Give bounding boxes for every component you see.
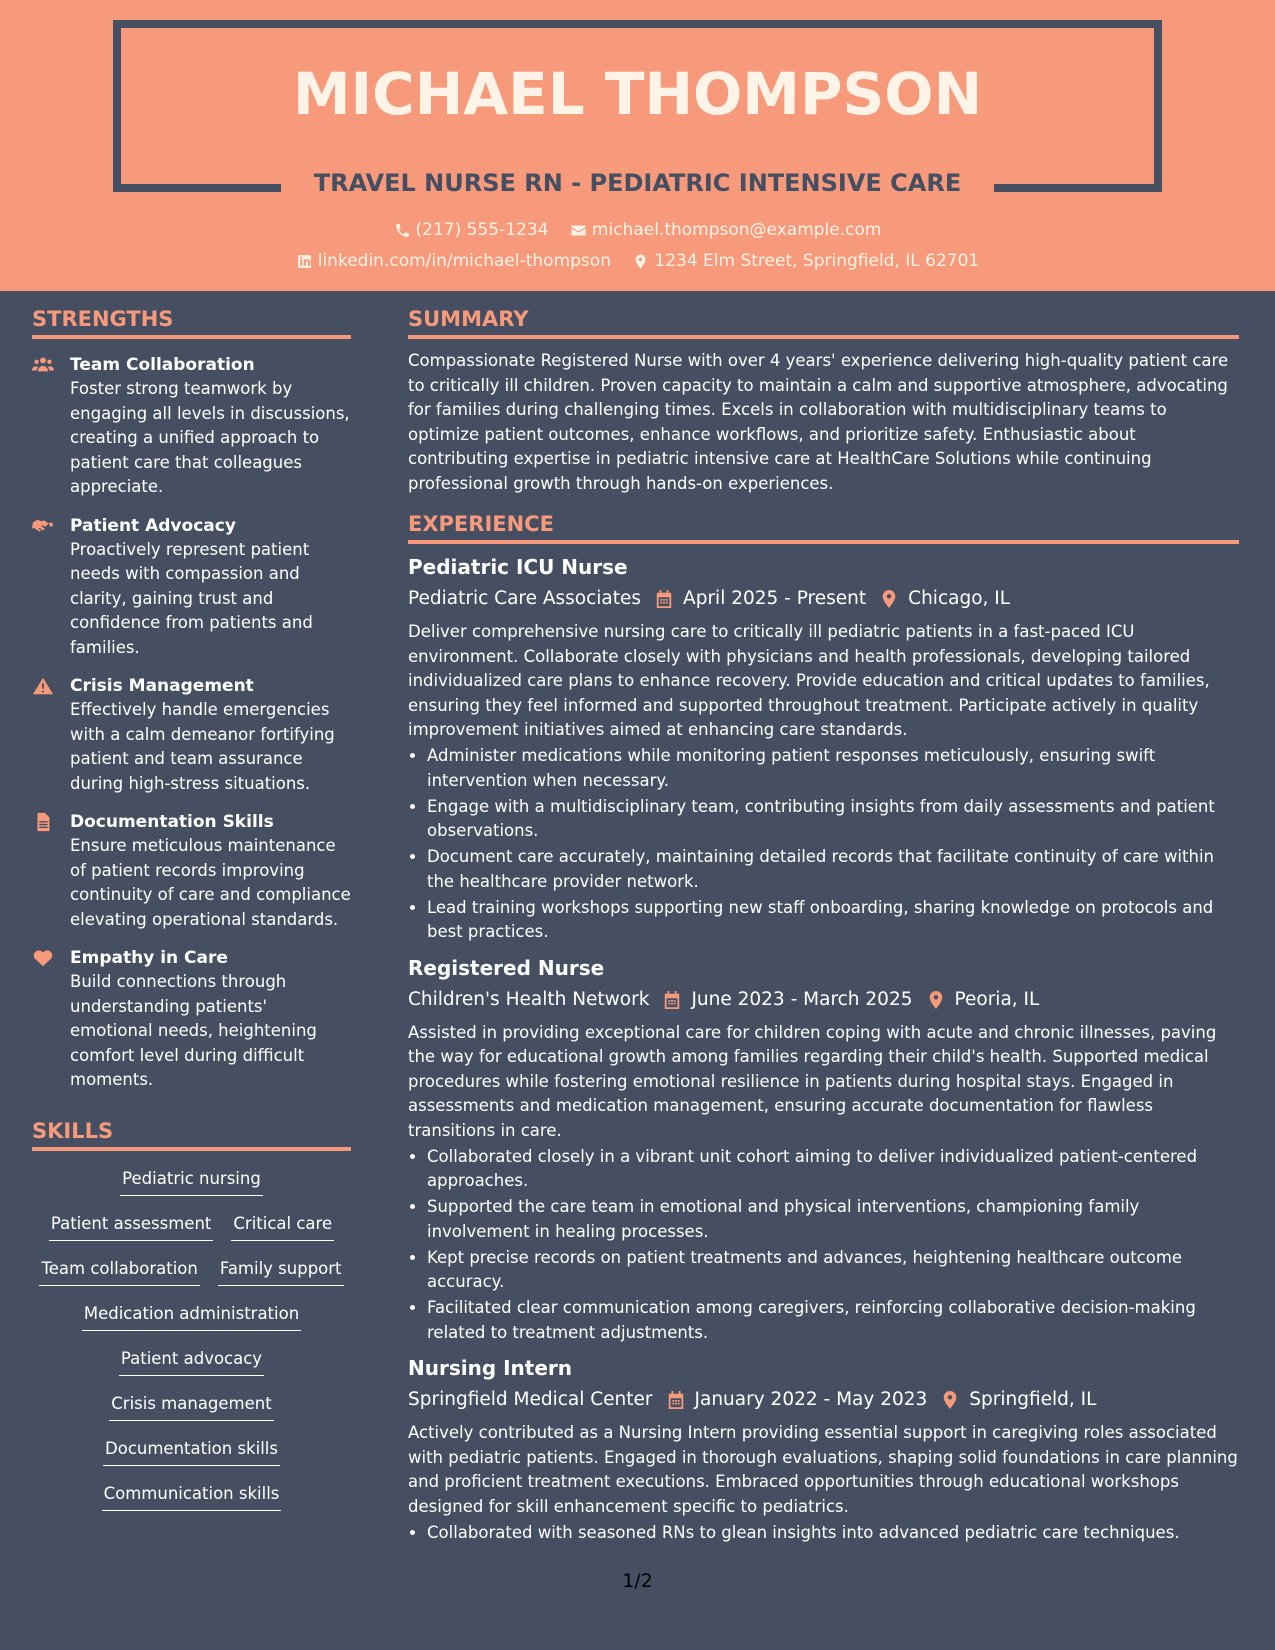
strength-title: Patient Advocacy bbox=[70, 515, 236, 536]
job-location: Peoria, IL bbox=[954, 988, 1040, 1010]
calendar-icon bbox=[655, 589, 673, 609]
strength-title: Team Collaboration bbox=[70, 355, 255, 375]
job-dates: January 2022 - May 2023 bbox=[694, 1389, 928, 1410]
strength-title: Crisis Management bbox=[70, 676, 254, 696]
phone-text: (217) 555-1234 bbox=[415, 220, 549, 240]
strength-desc: Ensure meticulous maintenance of patient records improving continuity of care and compliance elevating operational standards. bbox=[70, 836, 351, 929]
contact-row-2 bbox=[0, 251, 1275, 275]
strength-item bbox=[32, 353, 351, 500]
heart-icon bbox=[32, 948, 54, 968]
list-item: • Supported the care team in emotional and physical interventions, championing family involvement in healing processes. bbox=[427, 1195, 1239, 1244]
strength-desc: Build connections through understanding patients' emotional needs, heightening comfort level during difficult moments. bbox=[70, 972, 317, 1089]
job-company: Children's Health Network bbox=[408, 988, 650, 1010]
job-position: Nursing Intern bbox=[408, 1356, 573, 1380]
skill-tag: Family support bbox=[218, 1257, 344, 1286]
skill-tag: Team collaboration bbox=[39, 1257, 199, 1286]
job-title-heading: TRAVEL NURSE RN - PEDIATRIC INTENSIVE CARE bbox=[313, 169, 962, 197]
strength-item bbox=[32, 946, 351, 1093]
skill-tag: Crisis management bbox=[109, 1392, 273, 1421]
job-position: Pediatric ICU Nurse bbox=[408, 555, 628, 579]
job-bullets bbox=[427, 1145, 1239, 1346]
list-item: • Document care accurately, maintaining detailed records that facilitate continuity of care within the healthcare provider network. bbox=[427, 845, 1239, 894]
job-location: Springfield, IL bbox=[969, 1389, 1097, 1410]
job-meta bbox=[408, 1383, 1239, 1417]
job-dates: June 2023 - March 2025 bbox=[691, 988, 913, 1010]
job-company: Springfield Medical Center bbox=[408, 1389, 653, 1410]
calendar-icon bbox=[667, 1390, 685, 1410]
list-item: • Facilitated clear communication among caregivers, reinforcing collaborative decision-making related to treatment adjustments. bbox=[427, 1296, 1239, 1345]
email-contact[interactable] bbox=[570, 220, 882, 240]
contact-row-1 bbox=[0, 220, 1275, 244]
list-item: • Collaborated with seasoned RNs to glean insights into advanced pediatric care techniques. bbox=[427, 1521, 1239, 1546]
email-text: michael.thompson@example.com bbox=[591, 220, 882, 240]
skill-tag: Patient advocacy bbox=[119, 1347, 264, 1376]
list-item: • Collaborated closely in a vibrant unit cohort aiming to deliver individualized patient-centered approaches. bbox=[427, 1145, 1239, 1194]
phone-icon bbox=[394, 222, 411, 239]
job-description: Actively contributed as a Nursing Intern providing essential support in caregiving roles associated with pediatric patients. Engaged in thorough evaluations, shaping solid foundations in care planning and proficient treatment executions. Embraced opportunities through educational workshops designed for skill enhancement specific to pediatrics. bbox=[408, 1423, 1238, 1516]
job-meta bbox=[408, 983, 1239, 1017]
job-entry bbox=[408, 1353, 1239, 1545]
address-contact bbox=[632, 251, 979, 271]
strengths-heading: STRENGTHS bbox=[32, 307, 351, 339]
title-band bbox=[281, 160, 994, 206]
job-description: Assisted in providing exceptional care for children coping with acute and chronic illnesses, paving the way for educational growth among families regarding their child's health. Supported medical procedures while fostering emotional resilience in patients during hospital stays. Engaged in assessments and medication management, ensuring accurate documentation for flawless transitions in care. bbox=[408, 1022, 1217, 1140]
strength-desc: Effectively handle emergencies with a calm demeanor fortifying patient and team assurance during high-stress situations. bbox=[70, 700, 335, 793]
map-pin-icon bbox=[941, 1390, 959, 1410]
experience-heading: EXPERIENCE bbox=[408, 512, 1239, 544]
skill-tag: Medication administration bbox=[82, 1302, 301, 1331]
job-bullets bbox=[427, 744, 1239, 945]
job-company: Pediatric Care Associates bbox=[408, 588, 642, 609]
address-text: 1234 Elm Street, Springfield, IL 62701 bbox=[654, 251, 980, 271]
page-number: 1/2 bbox=[622, 1570, 653, 1592]
linkedin-icon bbox=[296, 253, 313, 270]
strength-desc: Foster strong teamwork by engaging all levels in discussions, creating a unified approach to patient care that colleagues appreciate. bbox=[70, 379, 350, 496]
map-pin-icon bbox=[880, 589, 898, 609]
strength-item bbox=[32, 674, 351, 796]
strength-desc: Proactively represent patient needs with compassion and clarity, gaining trust and confidence from patients and families. bbox=[70, 539, 313, 657]
strength-item bbox=[32, 810, 351, 932]
strength-title: Empathy in Care bbox=[70, 948, 228, 968]
map-pin-icon bbox=[927, 990, 945, 1010]
linkedin-contact[interactable] bbox=[296, 251, 611, 271]
left-column bbox=[32, 291, 351, 1527]
list-item: • Kept precise records on patient treatments and advances, heightening healthcare outcome accuracy. bbox=[427, 1246, 1239, 1295]
document-icon bbox=[32, 812, 54, 832]
calendar-icon bbox=[663, 990, 681, 1010]
strength-title: Documentation Skills bbox=[70, 812, 274, 832]
warning-icon bbox=[32, 676, 54, 696]
summary-heading: SUMMARY bbox=[408, 307, 1239, 339]
skill-tag: Documentation skills bbox=[103, 1437, 280, 1466]
skill-tag: Patient assessment bbox=[49, 1212, 214, 1241]
job-dates: April 2025 - Present bbox=[683, 588, 867, 609]
phone-contact[interactable] bbox=[394, 220, 549, 240]
job-location: Chicago, IL bbox=[908, 588, 1011, 609]
job-entry bbox=[408, 953, 1239, 1346]
job-description: Deliver comprehensive nursing care to critically ill pediatric patients in a fast-paced ICU environment. Collaborate closely with physicians and health professionals, developing tailored individualized care plans to enhance recovery. Provide education and critical updates to families, ensuring they feel informed and supported throughout treatment. Participate actively in quality improvement initiatives aimed at enhancing care standards. bbox=[408, 622, 1210, 739]
users-icon bbox=[32, 355, 54, 375]
map-pin-icon bbox=[632, 253, 649, 270]
envelope-icon bbox=[570, 222, 587, 239]
resume-header bbox=[0, 0, 1275, 291]
job-position: Registered Nurse bbox=[408, 955, 605, 980]
skill-tag: Critical care bbox=[231, 1212, 334, 1241]
skill-tag: Pediatric nursing bbox=[120, 1167, 263, 1196]
job-meta bbox=[408, 582, 1239, 616]
skills-list bbox=[32, 1167, 351, 1527]
strength-item bbox=[32, 514, 351, 661]
linkedin-text: linkedin.com/in/michael-thompson bbox=[317, 251, 611, 271]
skill-tag: Communication skills bbox=[102, 1482, 282, 1511]
job-bullets bbox=[427, 1521, 1239, 1546]
summary-text: Compassionate Registered Nurse with over 4 years' experience delivering high-quality patient care to critically ill children. Proven capacity to maintain a calm and supportive atmosphere, advocating for families during challenging times. Excels in collaboration with multidisciplinary teams to optimize patient outcomes, enhance workflows, and prioritize safety. Enthusiastic about contributing expertise in pediatric intensive care at HealthCare Solutions while continuing professional growth through hands-on experiences. bbox=[408, 351, 1229, 493]
list-item: • Engage with a multidisciplinary team, contributing insights from daily assessments and patient observations. bbox=[427, 795, 1239, 844]
job-entry bbox=[408, 552, 1239, 945]
list-item: • Administer medications while monitoring patient responses meticulously, ensuring swift intervention when necessary. bbox=[427, 744, 1239, 793]
right-column bbox=[408, 291, 1239, 1545]
list-item: • Lead training workshops supporting new staff onboarding, sharing knowledge on protocols and best practices. bbox=[427, 896, 1239, 945]
candidate-name: MICHAEL THOMPSON bbox=[292, 60, 983, 128]
handshake-icon bbox=[32, 516, 54, 536]
skills-heading: SKILLS bbox=[32, 1119, 351, 1151]
